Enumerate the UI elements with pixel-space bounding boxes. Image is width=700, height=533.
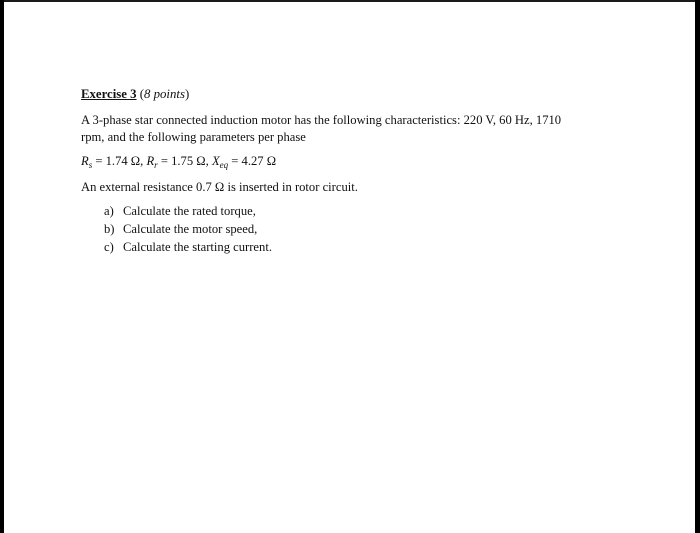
question-label: c) [104, 240, 114, 254]
points-word: points [150, 87, 185, 101]
xeq-subscript: eq [219, 160, 229, 170]
rs-symbol: R [81, 154, 89, 168]
external-resistance-statement: An external resistance 0.7 Ω is inserted in rotor circuit. [81, 180, 358, 194]
question-label: a) [104, 204, 114, 218]
right-dark-border [695, 0, 700, 533]
rr-value: = 1.75 Ω, [157, 154, 212, 168]
rr-subscript: r [154, 160, 158, 170]
question-item [104, 239, 631, 256]
question-text: Calculate the rated torque, [123, 204, 256, 218]
question-text: Calculate the starting current. [123, 240, 272, 254]
exercise-points [140, 87, 189, 101]
description-line-1: A 3-phase star connected induction motor has the following characteristics: 220 V, 60 Hz, 1710 [81, 113, 562, 127]
question-label: b) [104, 222, 115, 236]
points-close-paren: ) [184, 87, 190, 101]
problem-description [81, 112, 631, 146]
xeq-symbol: X [211, 154, 220, 168]
question-item [104, 203, 631, 220]
question-item [104, 221, 631, 238]
description-line-2: rpm, and the following parameters per phase [81, 130, 306, 144]
xeq-value: = 4.27 Ω [228, 154, 277, 168]
question-list [81, 203, 631, 256]
exercise-title: Exercise 3 [81, 87, 137, 101]
points-value [144, 87, 185, 101]
points-open-paren: ( [139, 87, 145, 101]
rr-symbol: R [146, 154, 155, 168]
top-edge-divider [0, 0, 700, 2]
rs-subscript: s [88, 160, 93, 170]
exercise-heading [81, 86, 631, 103]
document-page [81, 86, 631, 257]
left-dark-border [0, 0, 4, 533]
points-number: 8 [144, 87, 151, 101]
rs-value: = 1.74 Ω, [92, 154, 147, 168]
parameters-equation [81, 153, 631, 170]
question-text: Calculate the motor speed, [123, 222, 258, 236]
